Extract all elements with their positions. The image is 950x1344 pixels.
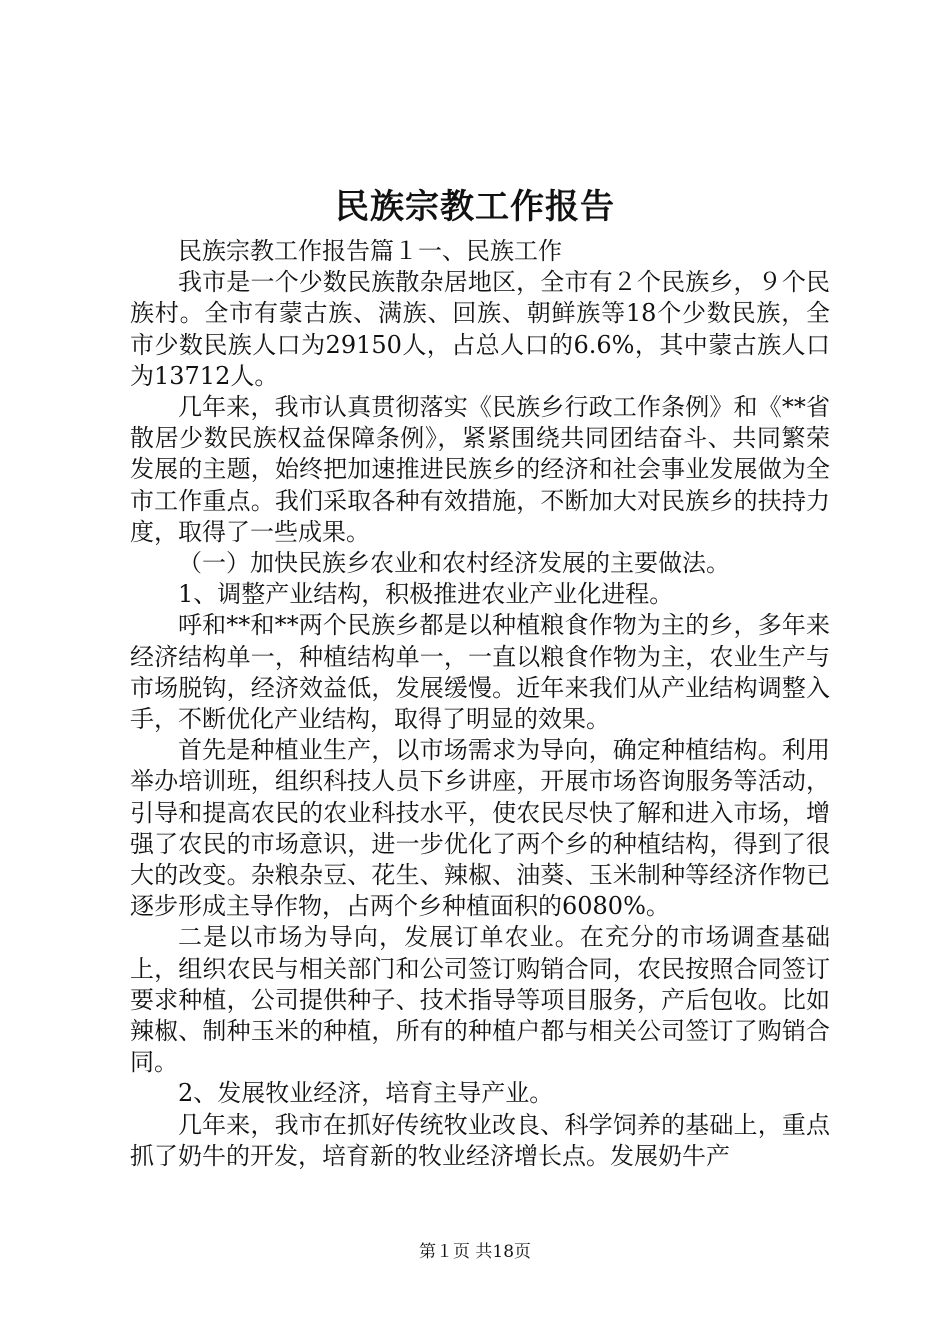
paragraph: 我市是一个少数民族散杂居地区，全市有２个民族乡，９个民族村。全市有蒙古族、满族、回族、朝鲜族等18个少数民族，全市少数民族人口为29150人，占总人口的6.6%，其中蒙古族人口为13712人。 [130,268,830,390]
paragraph-subheading: 1、调整产业结构，积极推进农业产业化进程。 [178,580,674,609]
paragraph: 二是以市场为导向，发展订单农业。在充分的市场调查基础上，组织农民与相关部门和公司签订购销合同，农民按照合同签订要求种植，公司提供种子、技术指导等项目服务，产后包收。比如辣椒、制种玉米的种植，所有的种植户都与相关公司签订了购销合同。 [130,923,830,1077]
paragraph-subheading: （一）加快民族乡农业和农村经济发展的主要做法。 [178,549,730,578]
paragraph: 首先是种植业生产，以市场需求为导向，确定种植结构。利用举办培训班，组织科技人员下乡讲座，开展市场咨询服务等活动，引导和提高农民的农业科技水平，使农民尽快了解和进入市场，增强了农民的市场意识，进一步优化了两个乡的种植结构，得到了很大的改变。杂粮杂豆、花生、辣椒、油葵、玉米制种等经济作物已逐步形成主导作物，占两个乡种植面积的6080%。 [130,736,830,921]
document-body [130,236,830,1172]
paragraph: 几年来，我市认真贯彻落实《民族乡行政工作条例》和《**省散居少数民族权益保障条例》，紧紧围绕共同团结奋斗、共同繁荣发展的主题，始终把加速推进民族乡的经济和社会事业发展做为全市工作重点。我们采取各种有效措施，不断加大对民族乡的扶持力度，取得了一些成果。 [130,393,830,546]
page-number: 第１页 共18页 [418,1242,532,1262]
paragraph: 呼和**和**两个民族乡都是以种植粮食作物为主的乡，多年来经济结构单一，种植结构单一，一直以粮食作物为主，农业生产与市场脱钩，经济效益低，发展缓慢。近年来我们从产业结构调整入手，不断优化产业结构，取得了明显的效果。 [130,611,830,734]
paragraph-subheading: 2、发展牧业经济，培育主导产业。 [178,1079,554,1108]
paragraph-section-heading: 民族宗教工作报告篇１一、民族工作 [178,237,562,265]
document-title: 民族宗教工作报告 [335,187,615,227]
paragraph: 几年来，我市在抓好传统牧业改良、科学饲养的基础上，重点抓了奶牛的开发，培育新的牧业经济增长点。发展奶牛产 [130,1110,830,1170]
